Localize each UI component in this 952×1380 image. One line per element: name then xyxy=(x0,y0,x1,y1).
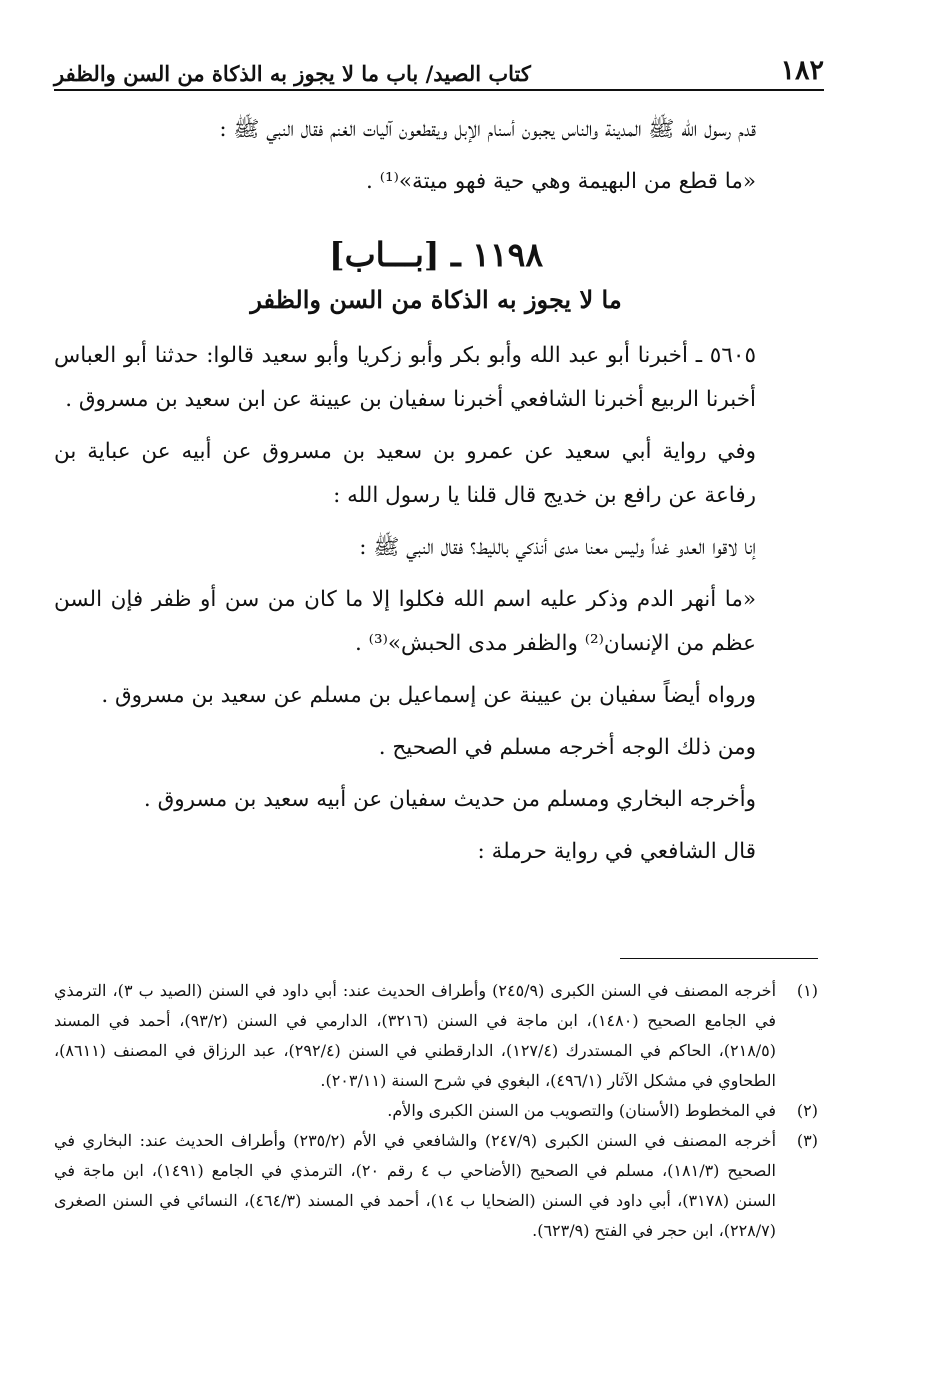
paragraph: ومن ذلك الوجه أخرجه مسلم في الصحيح . xyxy=(378,735,756,760)
hadith-isnad: ٥٦٠٥ ـ أخبرنا أبو عبد الله وأبو بكر وأبو زكريا وأبو سعيد قالوا: حدثنا أبو العباس أخبرنا الربيع أخبرنا الشافعي أخبرنا سفيان بن عيينة عن ابن سعيد بن مسروق . xyxy=(54,343,756,412)
footnote-rule xyxy=(620,958,818,959)
hadith-quote: «ما أنهر الدم وذكر عليه اسم الله فكلوا إلا ما كان من سن أو ظفر فإن السن عظم من الإنسان⁽²⁾ والظفر مدى الحبش»⁽³⁾ . xyxy=(54,587,756,656)
footnote xyxy=(54,976,818,1096)
footnote-text: أخرجه المصنف في السنن الكبرى (٢٤٥/٩) وأطراف الحديث عند: أبي داود في السنن (الصيد ب ٣)، الترمذي في الجامع الصحيح (١٤٨٠)، ابن ماجة في السنن (٣٢١٦)، الدارمي في السنن (٩٣/٢)، أحمد في المسند (٢١٨/٥)، الحاكم في المستدرك (١٢٧/٤)، الدارقطني في السنن (٢٩٢/٤)، عبد الرزاق في المصنف (٨٦١١)، الطحاوي في مشكل الآثار (٤٩٦/١)، البغوي في شرح السنة (٢٠٣/١١). xyxy=(54,981,777,1090)
footnote xyxy=(54,1096,818,1126)
paragraph: وأخرجه البخاري ومسلم من حديث سفيان عن أبيه سعيد بن مسروق . xyxy=(143,787,756,812)
footnotes xyxy=(54,976,818,1246)
paragraph: قدم رسول الله ﷺ المدينة والناس يجبون أسنام الإبل ويقطعون آليات الغنم فقال النبي ﷺ : xyxy=(219,117,756,142)
footnote-number: (١) xyxy=(796,981,818,1000)
footnote-number: (٢) xyxy=(796,1101,818,1120)
paragraph: ورواه أيضاً سفيان بن عيينة عن إسماعيل بن مسلم عن سعيد بن مسروق . xyxy=(101,683,756,708)
running-header xyxy=(54,40,824,84)
footnote-number: (٣) xyxy=(796,1131,818,1150)
page-number: ١٨٢ xyxy=(780,55,824,86)
header-rule xyxy=(54,89,824,91)
paragraph: وفي رواية أبي سعيد عن عمرو بن سعيد بن مسروق عن أبيه عن عباية بن رفاعة عن رافع بن خديج قال قلنا يا رسول الله : xyxy=(54,439,756,508)
chapter-subtitle: ما لا يجوز به الذكاة من السن والظفر xyxy=(250,285,622,314)
paragraph: قال الشافعي في رواية حرملة : xyxy=(477,839,756,864)
running-header-title: كتاب الصيد/ باب ما لا يجوز به الذكاة من السن والظفر xyxy=(54,61,531,86)
chapter-heading: ١١٩٨ ـ [بـــاب] xyxy=(328,235,544,274)
paragraph: إنا لاقوا العدو غداً وليس معنا مدى أنذكي بالليط؟ فقال النبي ﷺ : xyxy=(359,535,756,560)
footnote xyxy=(54,1126,818,1246)
footnote-text: في المخطوط (الأسنان) والتصويب من السنن الكبرى والأم. xyxy=(387,1101,776,1120)
footnote-text: أخرجه المصنف في السنن الكبرى (٢٤٧/٩) والشافعي في الأم (٢٣٥/٢) وأطراف الحديث عند: البخاري في الصحيح (١٨١/٣)، مسلم في الصحيح (الأضاحي ب ٤ رقم ٢٠)، الترمذي في الجامع (١٤٩١)، ابن ماجة في السنن (٣١٧٨)، أبي داود في السنن (الضحايا ب ١٤)، أحمد في المسند (٤٦٤/٣)، النسائي في السنن الصغرى (٢٢٨/٧)، ابن حجر في الفتح (٦٢٣/٩). xyxy=(54,1131,777,1240)
main-text xyxy=(54,108,818,874)
hadith-quote: «ما قطع من البهيمة وهي حية فهو ميتة»⁽¹⁾ . xyxy=(366,169,756,194)
